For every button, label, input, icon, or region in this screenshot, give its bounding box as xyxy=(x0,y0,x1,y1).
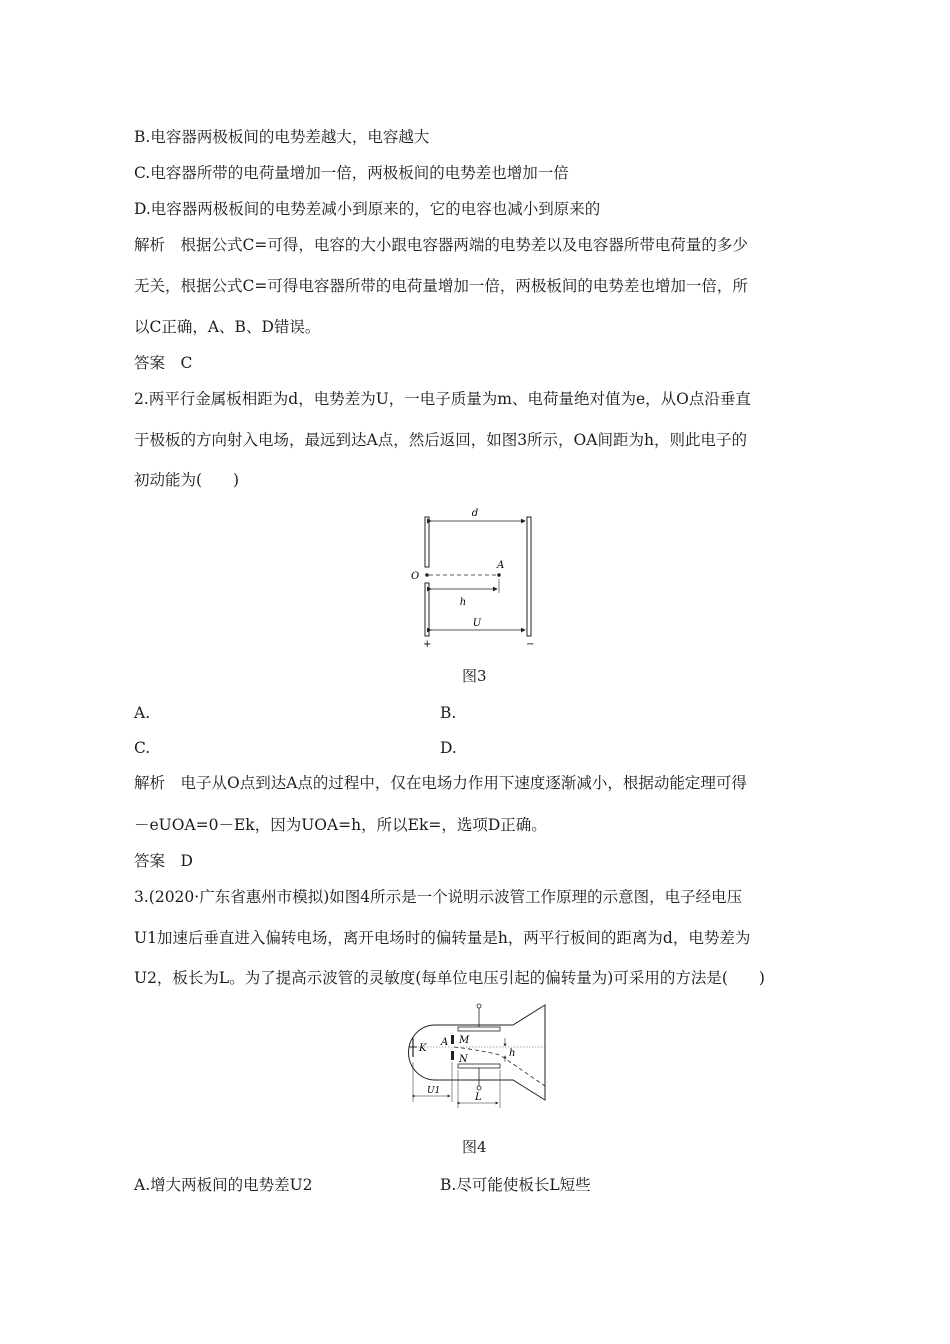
q3-stem-line-2: U1加速后垂直进入偏转电场，离开电场时的偏转量是h，两平行板间的距离为d，电势差为 xyxy=(134,929,751,947)
label-minus: − xyxy=(526,639,535,650)
left-plate-lower xyxy=(425,583,429,636)
q2-option-d: D. xyxy=(440,739,457,757)
q1-option-c: C.电容器所带的电荷量增加一倍，两极板间的电势差也增加一倍 xyxy=(134,164,569,182)
q2-stem-line-3: 初动能为( ) xyxy=(134,471,240,489)
figure-3-parallel-plates xyxy=(405,505,545,650)
anode-upper xyxy=(451,1035,454,1044)
q1-option-b: B.电容器两极板间的电势差越大，电容越大 xyxy=(134,128,430,146)
label-A: A xyxy=(497,560,505,571)
label-O: O xyxy=(411,571,420,582)
q3-stem-line-3: U2，板长为L。为了提高示波管的灵敏度(每单位电压引起的偏转量为)可采用的方法是( ) xyxy=(134,969,765,987)
q3-stem-line-1: 3.(2020·广东省惠州市模拟)如图4所示是一个说明示波管工作原理的示意图，电子经电压 xyxy=(134,888,743,906)
q2-analysis-line-1: 解析 电子从O点到达A点的过程中，仅在电场力作用下速度逐渐减小，根据动能定理可得 xyxy=(134,774,747,792)
figure-4-oscilloscope-tube xyxy=(395,1000,560,1110)
q3-option-a: A.增大两板间的电势差U2 xyxy=(134,1176,313,1194)
label-h: h xyxy=(509,1048,516,1059)
q3-option-b: B.尽可能使板长L短些 xyxy=(440,1176,591,1194)
q1-analysis-line-2: 无关，根据公式C=可得电容器所带的电荷量增加一倍，两极板间的电势差也增加一倍，所 xyxy=(134,277,748,295)
q2-analysis-line-2: －eUOA=0－Ek，因为UOA=h，所以Ek=，选项D正确。 xyxy=(134,816,547,834)
right-plate xyxy=(527,517,531,636)
left-plate-upper xyxy=(425,517,429,567)
label-K: K xyxy=(419,1043,427,1054)
label-h: h xyxy=(459,597,467,608)
q2-option-c: C. xyxy=(134,739,151,757)
label-U: U xyxy=(472,618,482,629)
label-d: d xyxy=(471,508,479,519)
q2-option-a: A. xyxy=(134,704,151,722)
anode-lower xyxy=(451,1051,454,1060)
figure-3-caption: 图3 xyxy=(462,667,487,685)
q1-analysis-line-3: 以C正确，A、B、D错误。 xyxy=(134,318,321,336)
figure-4-caption: 图4 xyxy=(462,1138,487,1156)
q1-answer: 答案 C xyxy=(134,354,193,372)
label-N: N xyxy=(459,1054,468,1065)
plate-M xyxy=(458,1027,500,1031)
label-L: L xyxy=(475,1092,482,1103)
q2-answer: 答案 D xyxy=(134,852,193,870)
q2-stem-line-2: 于极板的方向射入电场，最远到达A点，然后返回，如图3所示，OA间距为h，则此电子的 xyxy=(134,431,747,449)
label-U1: U1 xyxy=(427,1086,441,1096)
q1-option-d: D.电容器两极板间的电势差减小到原来的，它的电容也减小到原来的 xyxy=(134,200,601,218)
q2-stem-line-1: 2.两平行金属板相距为d，电势差为U，一电子质量为m、电荷量绝对值为e，从O点沿垂直 xyxy=(134,390,751,408)
q1-analysis-line-1: 解析 根据公式C=可得，电容的大小跟电容器两端的电势差以及电容器所带电荷量的多少 xyxy=(134,236,748,254)
label-A: A xyxy=(441,1037,449,1048)
q2-option-b: B. xyxy=(440,704,457,722)
label-plus: + xyxy=(423,639,432,650)
label-M: M xyxy=(459,1035,470,1046)
